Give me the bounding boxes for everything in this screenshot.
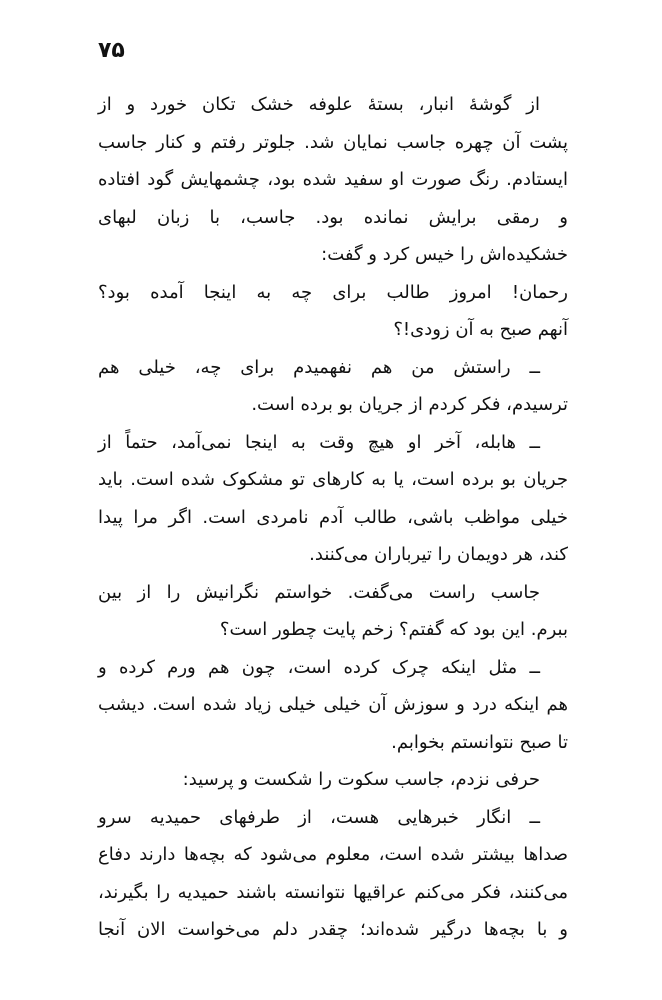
body-text (98, 86, 568, 949)
text-line: ایستادم. رنگ صورت او سفید شده بود، چشمهایش گود افتاده (98, 169, 568, 190)
text-line: جریان بو برده است، یا به کارهای تو مشکوک شده است. باید (98, 469, 568, 490)
text-line: تا صبح نتوانستم بخوابم. (391, 731, 568, 753)
text-line: کند، هر دویمان را تیرباران می‌کنند. (309, 544, 568, 565)
text-line: ترسیدم، فکر کردم از جریان بو برده است. (251, 394, 568, 415)
text-line: و با بچه‌ها درگیر شده‌اند؛ چقدر دلم می‌خواست الان آنجا (98, 919, 568, 940)
text-line: پشت آن چهره جاسب نمایان شد. جلوتر رفتم و کنار جاسب (98, 131, 568, 153)
text-line: حرفی نزدم، جاسب سکوت را شکست و پرسید: (182, 769, 540, 790)
text-line: خشکیده‌اش را خیس کرد و گفت: (321, 244, 568, 265)
text-line: می‌کنند، فکر می‌کنم عراقیها نتوانسته باشند حمیدیه را بگیرند، (98, 881, 568, 903)
text-line: از گوشهٔ انبار، بستهٔ علوفه خشک تکان خورد و از (98, 94, 540, 115)
text-line: جاسب راست می‌گفت. خواستم نگرانیش را از بین (98, 581, 540, 603)
text-line: ــ مثل اینکه چرک کرده است، چون هم ورم کرده و (98, 656, 540, 678)
text-line: و رمقی برایش نمانده بود. جاسب، با زبان لبهای (98, 206, 568, 228)
text-line: آنهم صبح به آن زودی!؟ (393, 319, 568, 340)
text-line: ــ راستش من هم نفهمیدم برای چه، خیلی هم (98, 356, 540, 378)
text-line: ببرم. این بود که گفتم؟ زخم پایت چطور است؟ (219, 619, 568, 640)
text-line: صداها بیشتر شده است، معلوم می‌شود که بچه‌ها دارند دفاع (98, 844, 568, 865)
text-line: خیلی مواظب باشی، طالب آدم نامردی است. اگر مرا پیدا (98, 506, 568, 528)
text-line: ــ هابله، آخر او هیچ وقت به اینجا نمی‌آمد، حتماً از (98, 431, 540, 453)
text-line: رحمان! امروز طالب برای چه به اینجا آمده بود؟ (98, 281, 568, 303)
text-line: هم اینکه درد و سوزش آن خیلی خیلی زیاد شده است. دیشب (98, 694, 568, 715)
text-line: ــ انگار خبرهایی هست، از طرفهای حمیدیه سرو (98, 806, 540, 828)
page-number: ۷۵ (98, 38, 125, 63)
